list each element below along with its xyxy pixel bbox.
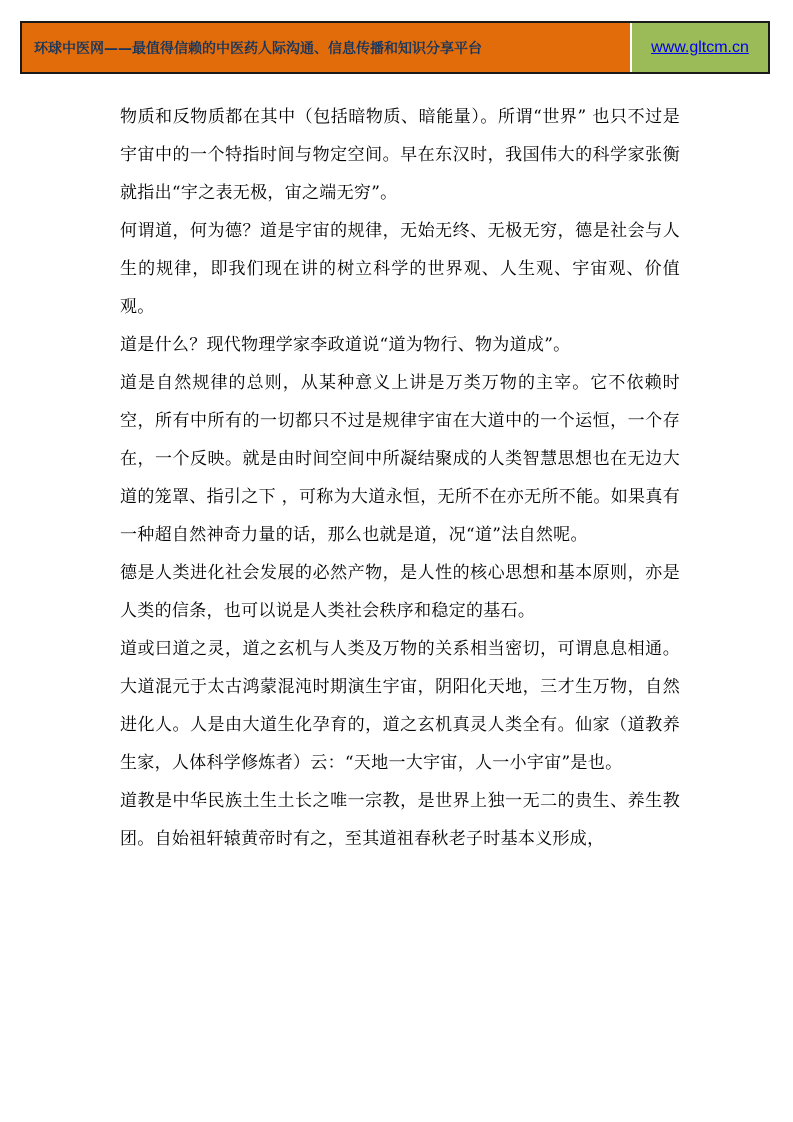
page-header (20, 21, 770, 74)
paragraph: 道是什么？现代物理学家李政道说“道为物行、物为道成”。 (120, 335, 571, 355)
paragraph: 道或曰道之灵，道之玄机与人类及万物的关系相当密切，可谓息息相通。大道混元于太古鸿蒙混沌时期演生宇宙，阴阳化天地，三才生万物，自然进化人。人是由大道生化孕育的，道之玄机真灵人类全有。仙家（道教养生家，人体科学修炼者）云：“天地一大宇宙，人一小宇宙”是也。 (120, 639, 680, 773)
header-title-box (22, 23, 632, 72)
paragraph: 物质和反物质都在其中（包括暗物质、暗能量）。所谓“世界” 也只不过是宇宙中的一个特指时间与物定空间。早在东汉时，我国伟大的科学家张衡就指出“宇之表无极，宙之端无穷”。 (120, 107, 680, 203)
paragraph: 道教是中华民族土生土长之唯一宗教，是世界上独一无二的贵生、养生教团。自始祖轩辕黄帝时有之，至其道祖春秋老子时基本义形成， (120, 791, 680, 849)
paragraph: 何谓道，何为德？道是宇宙的规律，无始无终、无极无穷，德是社会与人生的规律，即我们现在讲的树立科学的世界观、人生观、宇宙观、价值观。 (120, 221, 680, 317)
header-title: 环球中医网——最值得信赖的中医药人际沟通、信息传播和知识分享平台 (34, 40, 482, 57)
paragraph: 德是人类进化社会发展的必然产物，是人性的核心思想和基本原则，亦是人类的信条，也可以说是人类社会秩序和稳定的基石。 (120, 563, 680, 621)
document-body (120, 98, 680, 858)
header-link-box (632, 23, 768, 72)
website-link[interactable]: www.gltcm.cn (651, 38, 749, 56)
paragraph: 道是自然规律的总则，从某种意义上讲是万类万物的主宰。它不依赖时空，所有中所有的一切都只不过是规律宇宙在大道中的一个运恒，一个存在，一个反映。就是由时间空间中所凝结聚成的人类智慧思想也在无边大道的笼罩、指引之下 ，可称为大道永恒，无所不在亦无所不能。如果真有一种超自然神奇力量的话，那么也就是道，况“道”法自然呢。 (120, 373, 680, 545)
